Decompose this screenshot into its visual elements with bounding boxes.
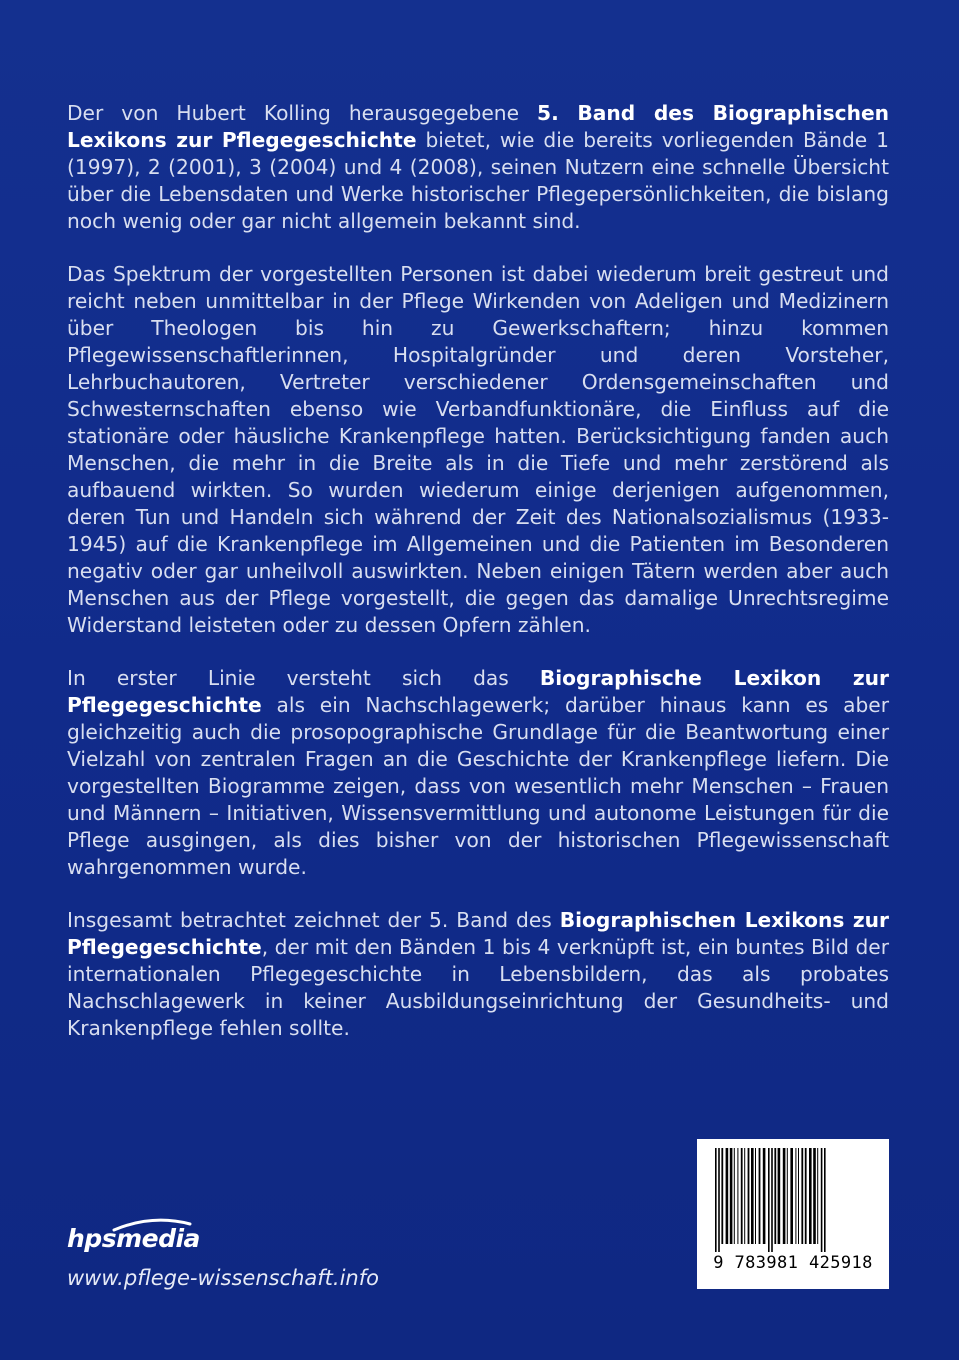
barcode-bar	[726, 1148, 729, 1244]
p1-text-c: bietet, wie die bereits vorliegenden Bände 1 (1997), 2 (2001), 3 (2004) und 4 (2008), seinen Nutzern eine schnelle Übersicht über die Lebensdaten und Werke historischer Pflegepersönlichkeiten, die bislang noch wenig oder gar nicht allgemein bekannt sind.	[67, 128, 889, 233]
barcode-bar	[748, 1148, 750, 1244]
barcode-bar	[778, 1148, 781, 1244]
isbn-barcode	[697, 1139, 889, 1289]
barcode-bar	[795, 1148, 796, 1244]
paragraph-4	[67, 907, 889, 1042]
p3-book-title: Biographische Lexikon zur Pflegegeschichte	[67, 666, 889, 717]
barcode-bar	[817, 1148, 818, 1244]
barcode-bar	[805, 1148, 807, 1244]
barcode-bar	[741, 1148, 743, 1244]
back-cover-text	[67, 100, 889, 1068]
barcode-bar	[771, 1148, 773, 1252]
publisher-logo: hpsmedia	[67, 1224, 200, 1253]
barcode-digits: 9 783981 425918	[713, 1253, 873, 1273]
paragraph-2: Das Spektrum der vorgestellten Personen ist dabei wiederum breit gestreut und reicht neben unmittelbar in der Pflege Wirkenden von Adeligen und Medizinern über Theologen bis hin zu Gewerkschaftern; hinzu kommen Pflegewissenschaftlerinnen, Hospitalgründer und deren Vorsteher, Lehrbuchautoren, Vertreter verschiedener Ordensgemeinschaften und Schwesternschaften ebenso wie Verbandfunktionäre, die Einfluss auf die stationäre oder häusliche Krankenpflege hatten. Berücksichtigung fanden auch Menschen, die mehr in die Breite als in die Tiefe und mehr zerstörend als aufbauend wirkten. So wurden wiederum einige derjenigen aufgenommen, deren Tun und Handeln sich während der Zeit des Nationalsozialismus (1933-1945) auf die Krankenpflege im Allgemeinen und die Patienten im Besonderen negativ oder gar unheilvoll auswirkten. Neben einigen Tätern werden aber auch Menschen aus der Pflege vorgestellt, die gegen das damalige Unrechtsregime Widerstand leisteten oder zu dessen Opfern zählen.	[67, 262, 889, 637]
p1-text-a: Der von Hubert Kolling herausgegebene	[67, 101, 538, 125]
barcode-bar	[790, 1148, 793, 1244]
p4-text-c: , der mit den Bänden 1 bis 4 verknüpft ist, ein buntes Bild der internationalen Pflegegeschichte in Lebensbildern, das als probates Nachschlagewerk in keiner Ausbildungseinrichtung der Gesundheits- und Krankenpflege fehlen sollte.	[67, 935, 889, 1040]
barcode-bar	[763, 1148, 766, 1244]
p4-text-a: Insgesamt betrachtet zeichnet der 5. Band des	[67, 908, 560, 932]
barcode-bar	[824, 1148, 826, 1252]
publisher-url: www.pflege-wissenschaft.info	[67, 1266, 379, 1290]
barcode-bar	[759, 1148, 761, 1244]
barcode-bar	[809, 1148, 812, 1244]
barcode-bar	[801, 1148, 803, 1244]
barcode-bar	[755, 1148, 756, 1244]
barcode-bar	[787, 1148, 788, 1244]
p1-book-title: 5. Band des Biographischen Lexikons zur Pflegegeschichte	[67, 101, 890, 152]
barcode-bar	[730, 1148, 733, 1244]
barcode-bar	[718, 1148, 720, 1252]
p4-book-title: Biographischen Lexikons zur Pflegegeschichte	[67, 908, 889, 959]
paragraph-3	[67, 665, 889, 881]
barcode-bar	[783, 1148, 786, 1244]
barcode-bar	[715, 1148, 717, 1252]
barcode-bar	[751, 1148, 754, 1244]
barcode-bar	[774, 1148, 776, 1244]
barcode-bar	[734, 1148, 735, 1244]
barcode-bar	[721, 1148, 723, 1244]
paragraph-1	[67, 100, 889, 235]
barcode-bar	[798, 1148, 799, 1244]
barcode-bar	[737, 1148, 738, 1244]
barcode-bar	[821, 1148, 823, 1252]
barcode-bars-icon	[713, 1148, 873, 1252]
p3-text-c: als ein Nachschlagewerk; darüber hinaus kann es aber gleichzeitig auch die prosopographische Grundlage für die Beantwortung einer Vielzahl von zentralen Fragen an die Geschichte der Krankenpflege liefern. Die vorgestellten Biogramme zeigen, dass von wesentlich mehr Menschen – Frauen und Männern – Initiativen, Wissensvermittlung und autonome Leistungen für die Pflege ausgingen, als dies bisher von der historischen Pflegewissenschaft wahrgenommen wurde.	[67, 693, 889, 879]
barcode-bar	[768, 1148, 770, 1252]
p3-text-a: In erster Linie versteht sich das	[67, 666, 540, 690]
barcode-bar	[813, 1148, 816, 1244]
barcode-bar	[744, 1148, 745, 1244]
